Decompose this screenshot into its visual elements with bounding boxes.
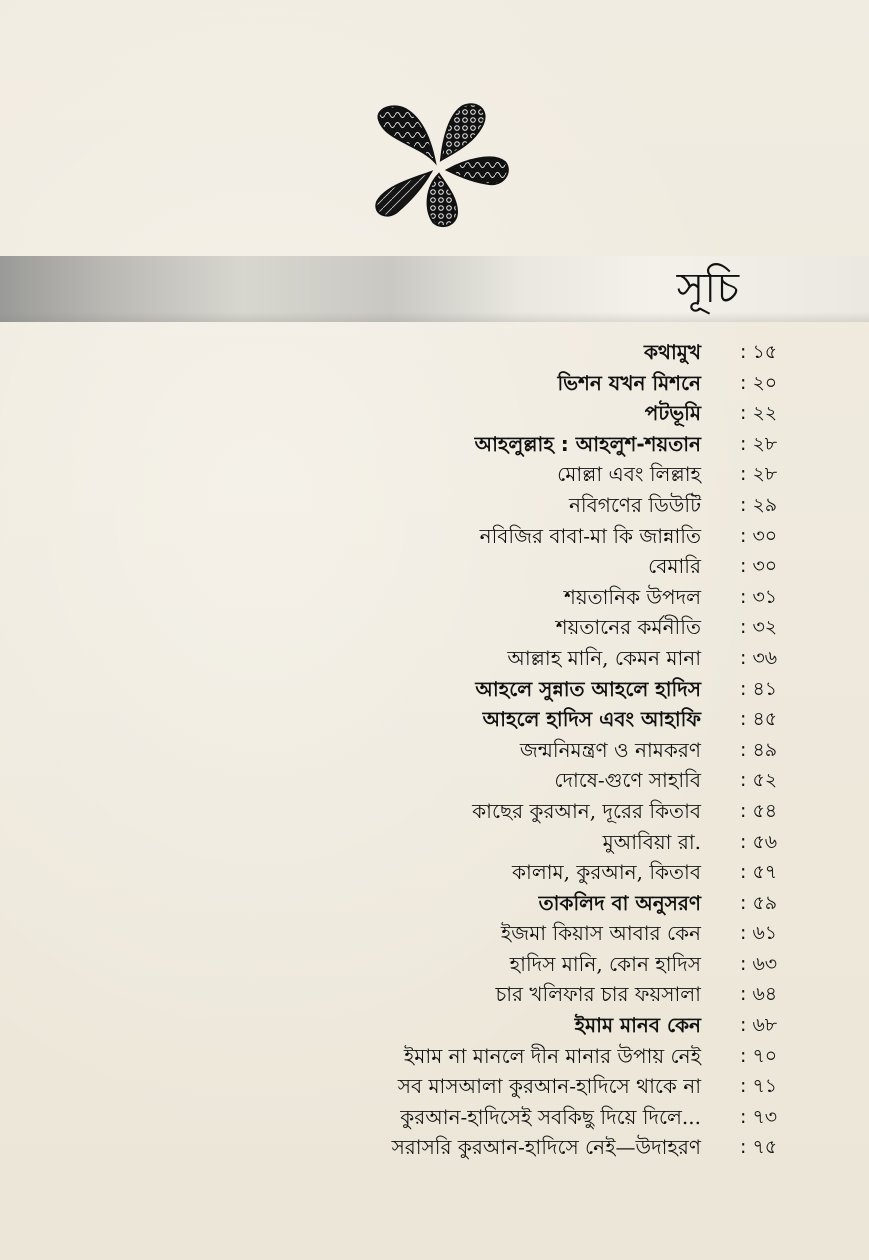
toc-entry-page: : ৫২ xyxy=(740,769,778,792)
toc-entry-title: আল্লাহ মানি, কেমন মানা xyxy=(507,645,701,670)
toc-entry xyxy=(0,551,869,582)
toc-entry-page: : ৩৬ xyxy=(740,646,778,669)
toc-entry-page: : ২৮ xyxy=(740,463,778,486)
toc-entry-page: : ৬৮ xyxy=(740,1014,778,1037)
toc-entry xyxy=(0,704,869,735)
toc-entry-title: আহলে হাদিস এবং আহাফি xyxy=(482,707,701,732)
toc-entry-title: বেমারি xyxy=(648,554,701,579)
toc-entry-title: হাদিস মানি, কোন হাদিস xyxy=(509,951,701,976)
toc-entry-page: : ২২ xyxy=(740,402,778,425)
toc-entry-page: : ৪৯ xyxy=(740,738,778,761)
page-title: সূচি xyxy=(676,263,739,312)
toc-entry xyxy=(0,1010,869,1041)
toc-entry-title: শয়তানিক উপদল xyxy=(564,584,701,609)
toc-entry xyxy=(0,643,869,674)
toc-entry xyxy=(0,612,869,643)
toc-entry-title: নবিজির বাবা-মা কি জান্নাতি xyxy=(479,523,701,548)
toc-entry-page: : ৫৯ xyxy=(740,891,778,914)
toc-entry-page: : ৭১ xyxy=(740,1075,778,1098)
toc-entry-title: চার খলিফার চার ফয়সালা xyxy=(495,982,701,1007)
toc-entry xyxy=(0,1132,869,1163)
toc-entry-title: মুআবিয়া রা. xyxy=(602,829,701,854)
toc-entry-title: মোল্লা এবং লিল্লাহ xyxy=(557,462,701,487)
toc-entry xyxy=(0,979,869,1010)
toc-entry xyxy=(0,429,869,460)
toc-entry-title: শয়তানের কর্মনীতি xyxy=(555,615,701,640)
toc-entry xyxy=(0,1071,869,1102)
toc-entry xyxy=(0,337,869,368)
toc-entry xyxy=(0,398,869,429)
toc-entry-title: কথামুখ xyxy=(644,340,701,364)
toc-entry xyxy=(0,674,869,705)
toc-entry-title: দোষে-গুণে সাহাবি xyxy=(554,768,701,793)
toc-entry-page: : ১৫ xyxy=(740,341,778,363)
toc-entry-page: : ২৮ xyxy=(740,432,778,455)
toc-entry-title: কাছের কুরআন, দূরের কিতাব xyxy=(472,798,701,823)
toc-entry-page: : ৩০ xyxy=(740,555,778,578)
toc-entry xyxy=(0,735,869,766)
toc-entry xyxy=(0,796,869,827)
toc-entry xyxy=(0,888,869,919)
toc-entry-title: ইমাম মানব কেন xyxy=(574,1013,701,1038)
toc-entry-page: : ৭০ xyxy=(740,1044,778,1067)
toc-entry-title: আহলুল্লাহ : আহলুশ-শয়তান xyxy=(474,431,701,456)
toc-entry-title: পটভূমি xyxy=(644,401,701,426)
toc-entry xyxy=(0,949,869,980)
toc-entry-page: : ৪১ xyxy=(740,677,778,700)
toc-entry-page: : ৭৩ xyxy=(740,1105,778,1128)
toc-entry xyxy=(0,521,869,552)
toc-entry xyxy=(0,582,869,613)
toc-entry xyxy=(0,1102,869,1133)
toc-entry xyxy=(0,918,869,949)
toc-entry-page: : ৪৫ xyxy=(740,708,778,731)
toc-entry-page: : ৩১ xyxy=(740,585,778,608)
toc-entry-page: : ৩০ xyxy=(740,524,778,547)
toc-entry-title: নবিগণের ডিউটি xyxy=(568,492,701,517)
toc-entry-page: : ৬১ xyxy=(740,922,778,945)
toc-entry xyxy=(0,765,869,796)
toc-entry xyxy=(0,490,869,521)
toc-entry-title: জন্মনিমন্ত্রণ ও নামকরণ xyxy=(519,737,701,762)
toc-entry-title: আহলে সুন্নাত আহলে হাদিস xyxy=(475,676,701,701)
toc-entry-title: ইমাম না মানলে দীন মানার উপায় নেই xyxy=(403,1043,701,1068)
toc-entry xyxy=(0,827,869,858)
toc-entry-page: : ৬৪ xyxy=(740,983,778,1006)
toc-entry-page: : ২৯ xyxy=(740,493,778,516)
toc-entry-title: কুরআন-হাদিসেই সবকিছু দিয়ে দিলে... xyxy=(400,1104,701,1129)
toc-entry-title: তাকলিদ বা অনুসরণ xyxy=(538,890,701,915)
toc-entry-page: : ৩২ xyxy=(740,616,778,639)
toc-entry xyxy=(0,1041,869,1072)
toc-entry-title: সব মাসআলা কুরআন-হাদিসে থাকে না xyxy=(397,1074,701,1099)
toc-entry-page: : ৫৪ xyxy=(740,799,778,822)
toc-entry-page: : ৫৭ xyxy=(740,861,778,884)
flower-ornament-icon xyxy=(365,100,515,230)
toc-entry-page: : ৭৫ xyxy=(740,1136,778,1159)
toc-entry-title: সরাসরি কুরআন-হাদিসে নেই—উদাহরণ xyxy=(391,1135,701,1160)
table-of-contents xyxy=(0,337,869,1163)
toc-entry xyxy=(0,857,869,888)
toc-entry-title: কালাম, কুরআন, কিতাব xyxy=(512,860,701,885)
toc-entry xyxy=(0,459,869,490)
toc-entry-page: : ৫৬ xyxy=(740,830,778,853)
toc-entry-title: ভিশন যখন মিশনে xyxy=(557,370,701,395)
toc-entry-page: : ২০ xyxy=(740,371,778,394)
toc-entry-page: : ৬৩ xyxy=(740,952,778,975)
toc-entry xyxy=(0,368,869,399)
toc-entry-title: ইজমা কিয়াস আবার কেন xyxy=(500,921,701,946)
